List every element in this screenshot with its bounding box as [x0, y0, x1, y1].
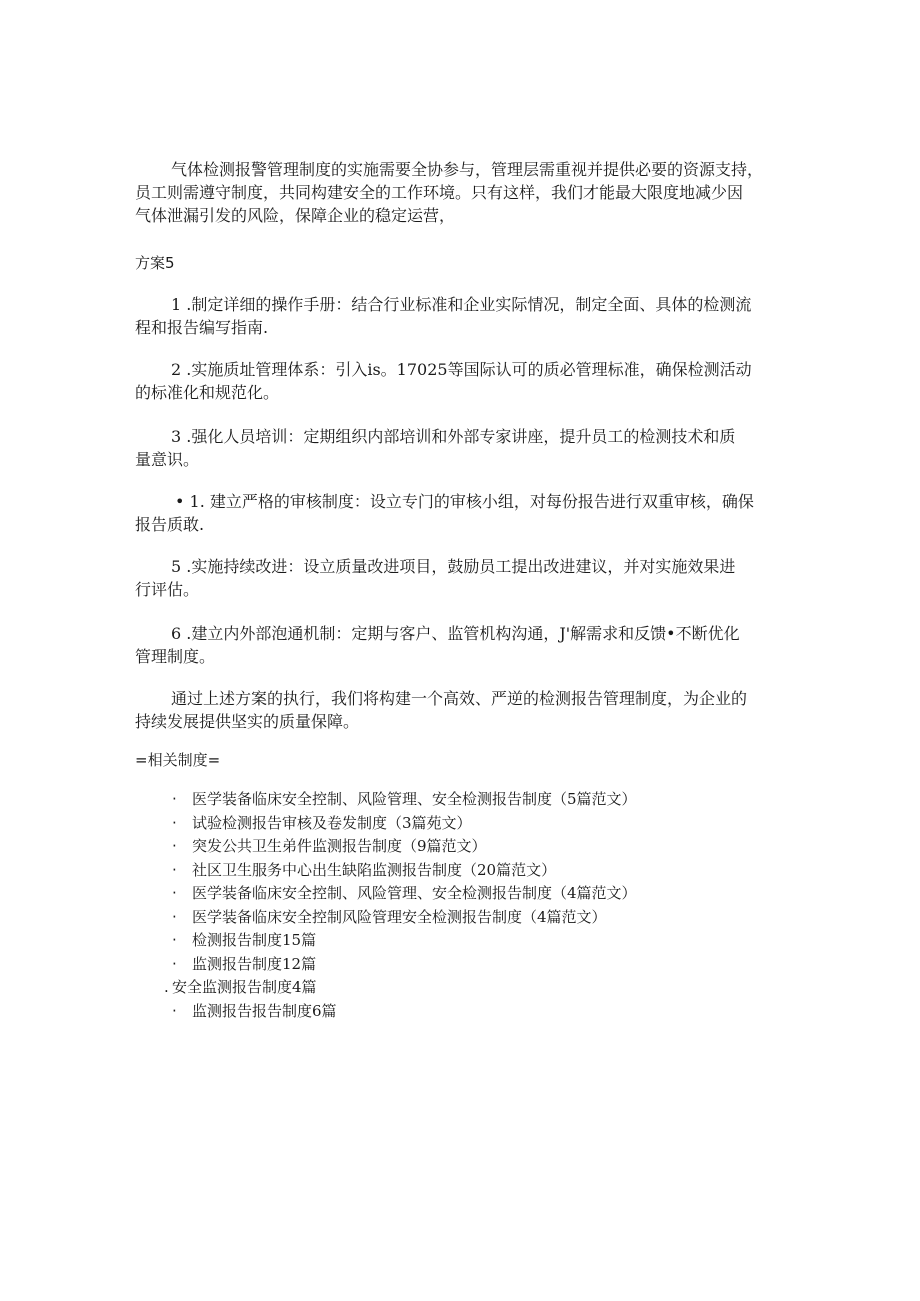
section-heading: 方案5 — [135, 254, 175, 272]
related-link-text: 社区卫生服务中心出生缺陷监测报告制度（20篇范文） — [192, 860, 557, 879]
related-link-text: 监测报告报告制度6篇 — [192, 1001, 337, 1020]
plan-item-3 — [135, 425, 785, 471]
paragraph-line: 2 .实施质址管理体系：引入is。17025等国际认可的质必管理标准，确保检测活动 — [171, 360, 752, 379]
plan-item-5 — [135, 555, 785, 601]
related-link[interactable] — [172, 882, 637, 906]
paragraph-line: 1 .制定详细的操作手册：结合行业标准和企业实际情况，制定全面、具体的检测流 — [171, 295, 752, 314]
paragraph-line: 行评估。 — [135, 580, 200, 599]
bullet-icon: · — [172, 954, 177, 973]
bullet-icon: · — [172, 837, 177, 855]
related-link[interactable] — [172, 929, 637, 953]
paragraph-line: 量意识。 — [135, 450, 200, 469]
related-link-text: 安全监测报告制度4篇 — [172, 978, 317, 996]
paragraph-line: 气体检测报警管理制度的实施需要全协参与，管理层需重视并提供必要的资源支持， — [171, 160, 764, 179]
paragraph-line: 气体泄漏引发的风险，保障企业的稳定运营， — [135, 206, 456, 225]
paragraph-line: 的标准化和规范化。 — [135, 383, 280, 402]
related-link[interactable] — [172, 953, 637, 977]
conclusion-paragraph — [135, 687, 785, 733]
related-link[interactable] — [172, 835, 637, 859]
intro-paragraph — [135, 158, 785, 227]
bullet-icon: · — [172, 907, 177, 926]
paragraph-line: 6 .建立内外部泡通机制：定期与客户、监管机构沟通，J'解需求和反馈•不断优化 — [171, 624, 740, 643]
related-link-text: 医学装备临床安全控制风险管理安全检测报告制度（4篇范文） — [192, 907, 607, 926]
related-link-text: 医学装备临床安全控制、风险管理、安全检测报告制度（5篇范文） — [192, 790, 637, 808]
paragraph-line: 通过上述方案的执行，我们将构建一个高效、严逆的检测报告管理制度，为企业的 — [171, 689, 748, 708]
related-link-text: 监测报告制度12篇 — [192, 954, 317, 973]
plan-item-1 — [135, 293, 785, 339]
bullet-icon: . — [164, 978, 169, 996]
related-link[interactable] — [172, 859, 637, 883]
related-link-text: 检测报告制度15篇 — [192, 931, 317, 949]
bullet-icon: · — [172, 860, 177, 879]
related-heading: =相关制度= — [135, 751, 221, 769]
plan-item-4 — [135, 490, 785, 536]
bullet-icon: · — [172, 790, 177, 808]
related-link[interactable] — [172, 788, 637, 812]
related-link[interactable] — [172, 906, 637, 930]
related-link[interactable] — [172, 812, 637, 836]
related-link-text: 试验检测报告审核及卷发制度（3篇苑文） — [192, 813, 472, 832]
plan-item-2 — [135, 358, 785, 404]
bullet-icon: · — [172, 813, 177, 832]
bullet-icon: · — [172, 931, 177, 949]
paragraph-line: 5 .实施持续改进：设立质量改进项目，鼓励员工提出改进建议，并对实施效果进 — [171, 557, 736, 576]
paragraph-line: 3 .强化人员培训：定期组织内部培训和外部专家讲座，提升员工的检测技术和质 — [171, 427, 736, 446]
related-link[interactable] — [164, 976, 637, 1000]
related-link-text: 医学装备临床安全控制、风险管理、安全检测报告制度（4篇范文） — [192, 884, 637, 902]
related-link-text: 突发公共卫生弟件监测报告制度（9篇范文） — [192, 837, 487, 855]
paragraph-line: 员工则需遵守制度，共同构建安全的工作环境。只有这样，我们才能最大限度地减少因 — [135, 183, 744, 202]
related-link[interactable] — [172, 1000, 637, 1024]
bullet-icon: · — [172, 884, 177, 902]
paragraph-line: 报告质敢. — [135, 515, 205, 534]
paragraph-line: 持续发展提供坚实的质量保障。 — [135, 712, 360, 731]
paragraph-line: 程和报告编写指南. — [135, 318, 269, 337]
paragraph-line: 管理制度。 — [135, 647, 216, 666]
plan-item-6 — [135, 622, 785, 668]
paragraph-line: • 1. 建立严格的审核制度：设立专门的审核小组，对每份报告进行双重审核，确保 — [175, 492, 754, 511]
bullet-icon: · — [172, 1001, 177, 1020]
related-list — [164, 788, 637, 1023]
